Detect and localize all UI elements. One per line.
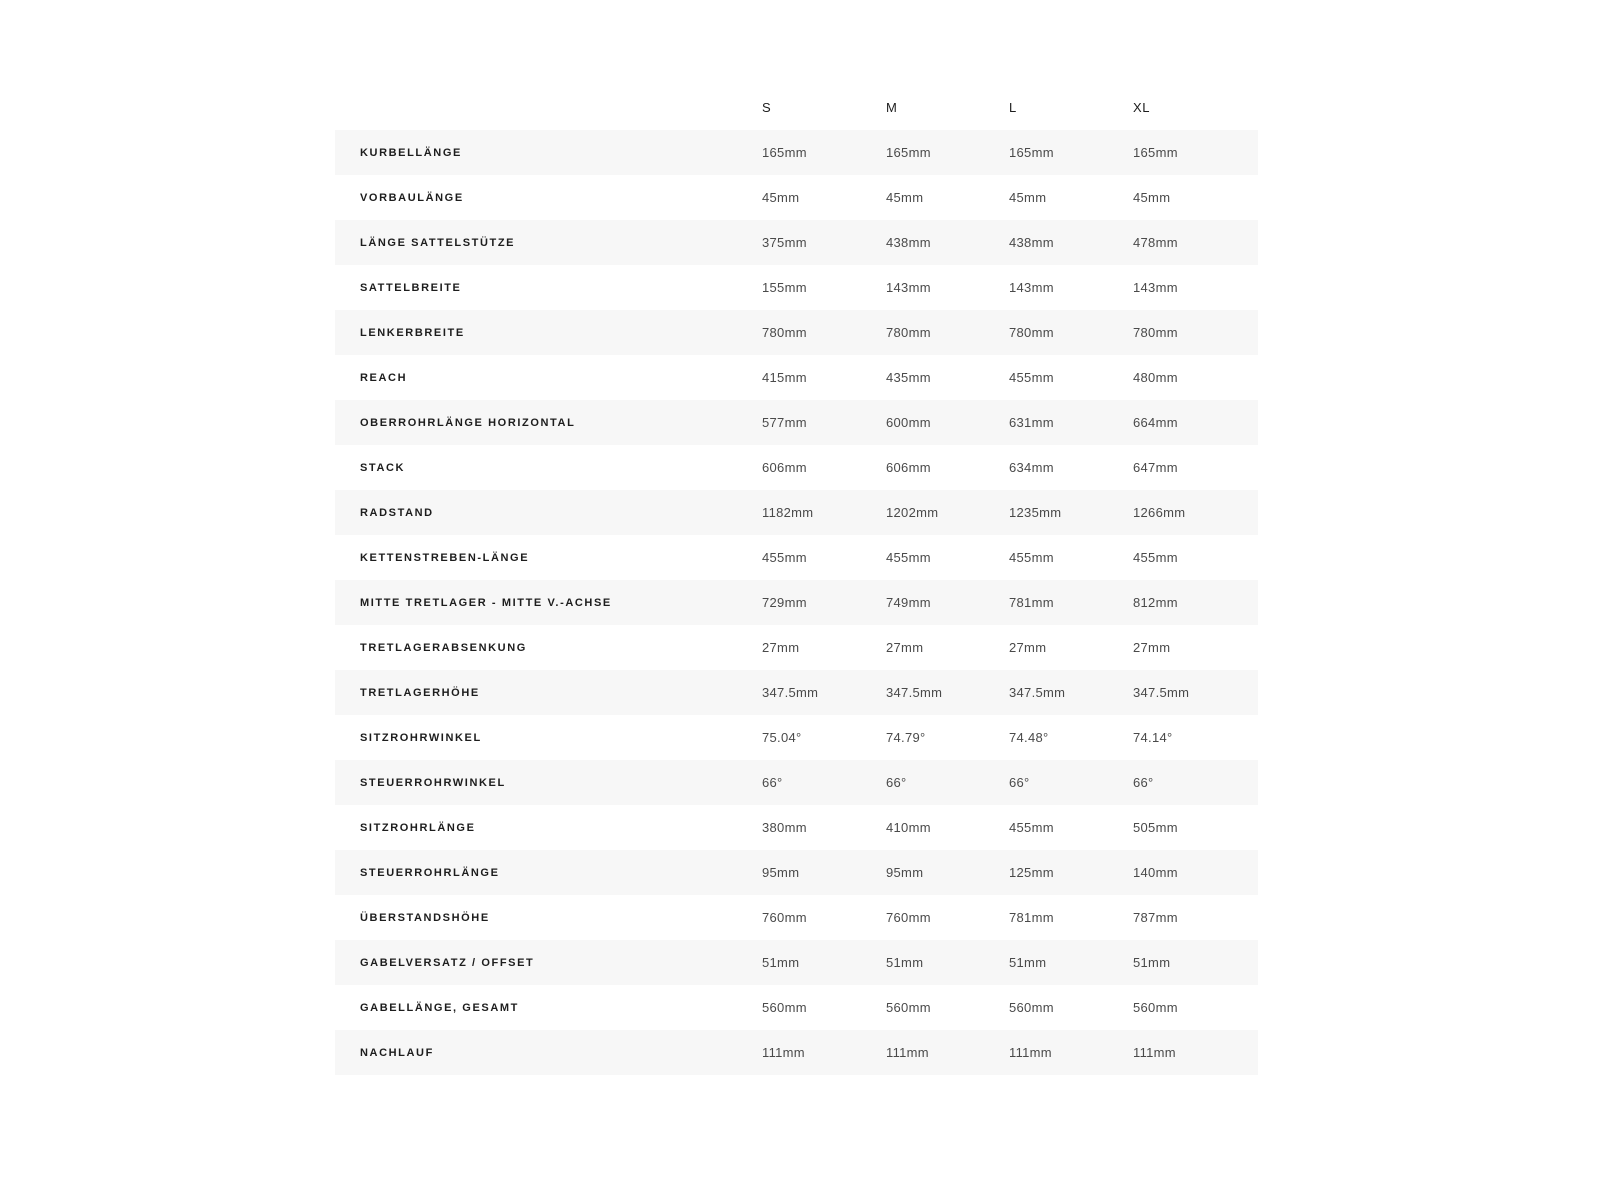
cell-value-s: 111mm [762, 1045, 805, 1060]
row-label: STACK [360, 461, 406, 474]
cell-value-l: 51mm [1009, 955, 1047, 970]
row-label: SATTELBREITE [360, 281, 462, 294]
row-label: NACHLAUF [360, 1046, 434, 1059]
cell-value-xl: 45mm [1133, 190, 1171, 205]
row-label: OBERROHRLÄNGE HORIZONTAL [360, 416, 576, 429]
table-row [335, 580, 1258, 625]
row-label: TRETLAGERHÖHE [360, 686, 480, 699]
cell-value-s: 760mm [762, 910, 807, 925]
cell-value-m: 66° [886, 775, 907, 790]
table-row [335, 355, 1258, 400]
cell-value-l: 74.48° [1009, 730, 1049, 745]
cell-value-s: 606mm [762, 460, 807, 475]
cell-value-l: 125mm [1009, 865, 1054, 880]
table-row [335, 760, 1258, 805]
cell-value-m: 455mm [886, 550, 931, 565]
cell-value-s: 165mm [762, 145, 807, 160]
cell-value-m: 435mm [886, 370, 931, 385]
table-row [335, 535, 1258, 580]
cell-value-xl: 140mm [1133, 865, 1178, 880]
table-body [335, 130, 1258, 1075]
row-label: SITZROHRWINKEL [360, 731, 482, 744]
cell-value-s: 380mm [762, 820, 807, 835]
cell-value-l: 634mm [1009, 460, 1054, 475]
cell-value-s: 455mm [762, 550, 807, 565]
cell-value-m: 760mm [886, 910, 931, 925]
cell-value-m: 347.5mm [886, 685, 943, 700]
cell-value-l: 560mm [1009, 1000, 1054, 1015]
cell-value-xl: 66° [1133, 775, 1154, 790]
cell-value-xl: 347.5mm [1133, 685, 1190, 700]
cell-value-m: 560mm [886, 1000, 931, 1015]
cell-value-l: 111mm [1009, 1045, 1052, 1060]
cell-value-s: 415mm [762, 370, 807, 385]
cell-value-xl: 455mm [1133, 550, 1178, 565]
cell-value-xl: 505mm [1133, 820, 1178, 835]
cell-value-xl: 664mm [1133, 415, 1178, 430]
cell-value-m: 143mm [886, 280, 931, 295]
row-label: VORBAULÄNGE [360, 191, 464, 204]
cell-value-s: 560mm [762, 1000, 807, 1015]
cell-value-l: 631mm [1009, 415, 1054, 430]
size-header-s: S [762, 100, 772, 115]
cell-value-l: 27mm [1009, 640, 1047, 655]
cell-value-s: 375mm [762, 235, 807, 250]
row-label: SITZROHRLÄNGE [360, 821, 476, 834]
cell-value-l: 347.5mm [1009, 685, 1066, 700]
cell-value-xl: 787mm [1133, 910, 1178, 925]
table-row [335, 1030, 1258, 1075]
row-label: GABELVERSATZ / OFFSET [360, 956, 535, 969]
cell-value-s: 51mm [762, 955, 800, 970]
cell-value-m: 27mm [886, 640, 924, 655]
cell-value-s: 45mm [762, 190, 800, 205]
row-label: GABELLÄNGE, GESAMT [360, 1001, 519, 1014]
cell-value-l: 455mm [1009, 370, 1054, 385]
cell-value-s: 75.04° [762, 730, 802, 745]
cell-value-m: 600mm [886, 415, 931, 430]
cell-value-l: 780mm [1009, 325, 1054, 340]
table-row [335, 985, 1258, 1030]
cell-value-m: 45mm [886, 190, 924, 205]
cell-value-l: 781mm [1009, 910, 1054, 925]
cell-value-s: 1182mm [762, 505, 814, 520]
cell-value-m: 51mm [886, 955, 924, 970]
cell-value-s: 577mm [762, 415, 807, 430]
cell-value-m: 95mm [886, 865, 924, 880]
cell-value-s: 780mm [762, 325, 807, 340]
cell-value-l: 455mm [1009, 550, 1054, 565]
row-label: KURBELLÄNGE [360, 146, 462, 159]
cell-value-m: 410mm [886, 820, 931, 835]
cell-value-s: 155mm [762, 280, 807, 295]
table-row [335, 175, 1258, 220]
cell-value-xl: 143mm [1133, 280, 1178, 295]
cell-value-xl: 165mm [1133, 145, 1178, 160]
table-row [335, 715, 1258, 760]
row-label: LÄNGE SATTELSTÜTZE [360, 236, 516, 249]
table-row [335, 490, 1258, 535]
table-row [335, 850, 1258, 895]
cell-value-xl: 74.14° [1133, 730, 1173, 745]
table-row [335, 805, 1258, 850]
cell-value-s: 66° [762, 775, 783, 790]
table-row [335, 625, 1258, 670]
row-label: ÜBERSTANDSHÖHE [360, 911, 490, 924]
cell-value-l: 455mm [1009, 820, 1054, 835]
table-row [335, 310, 1258, 355]
row-label: MITTE TRETLAGER - MITTE V.-ACHSE [360, 596, 612, 609]
cell-value-m: 165mm [886, 145, 931, 160]
cell-value-l: 66° [1009, 775, 1030, 790]
cell-value-m: 1202mm [886, 505, 939, 520]
cell-value-xl: 27mm [1133, 640, 1171, 655]
table-row [335, 130, 1258, 175]
cell-value-xl: 812mm [1133, 595, 1178, 610]
cell-value-m: 749mm [886, 595, 931, 610]
row-label: REACH [360, 371, 408, 384]
table-row [335, 670, 1258, 715]
cell-value-m: 780mm [886, 325, 931, 340]
row-label: STEUERROHRWINKEL [360, 776, 506, 789]
cell-value-xl: 478mm [1133, 235, 1178, 250]
geometry-table [335, 85, 1258, 1075]
cell-value-s: 729mm [762, 595, 807, 610]
cell-value-m: 606mm [886, 460, 931, 475]
size-header-l: L [1009, 100, 1017, 115]
cell-value-xl: 111mm [1133, 1045, 1176, 1060]
cell-value-l: 781mm [1009, 595, 1054, 610]
table-row [335, 895, 1258, 940]
table-row [335, 445, 1258, 490]
size-header-m: M [886, 100, 898, 115]
cell-value-l: 1235mm [1009, 505, 1062, 520]
row-label: STEUERROHRLÄNGE [360, 866, 500, 879]
cell-value-s: 95mm [762, 865, 800, 880]
cell-value-m: 438mm [886, 235, 931, 250]
cell-value-m: 111mm [886, 1045, 929, 1060]
cell-value-l: 143mm [1009, 280, 1054, 295]
table-row [335, 220, 1258, 265]
cell-value-xl: 647mm [1133, 460, 1178, 475]
cell-value-l: 45mm [1009, 190, 1047, 205]
cell-value-xl: 780mm [1133, 325, 1178, 340]
size-header-xl: XL [1133, 100, 1151, 115]
cell-value-xl: 560mm [1133, 1000, 1178, 1015]
cell-value-l: 165mm [1009, 145, 1054, 160]
row-label: KETTENSTREBEN-LÄNGE [360, 551, 530, 564]
row-label: LENKERBREITE [360, 326, 465, 339]
cell-value-xl: 480mm [1133, 370, 1178, 385]
cell-value-s: 347.5mm [762, 685, 819, 700]
row-label: RADSTAND [360, 506, 434, 519]
cell-value-xl: 1266mm [1133, 505, 1186, 520]
table-row [335, 265, 1258, 310]
cell-value-xl: 51mm [1133, 955, 1171, 970]
table-row [335, 940, 1258, 985]
cell-value-l: 438mm [1009, 235, 1054, 250]
cell-value-m: 74.79° [886, 730, 926, 745]
size-header-row [335, 85, 1258, 130]
row-label: TRETLAGERABSENKUNG [360, 641, 527, 654]
cell-value-s: 27mm [762, 640, 800, 655]
table-row [335, 400, 1258, 445]
